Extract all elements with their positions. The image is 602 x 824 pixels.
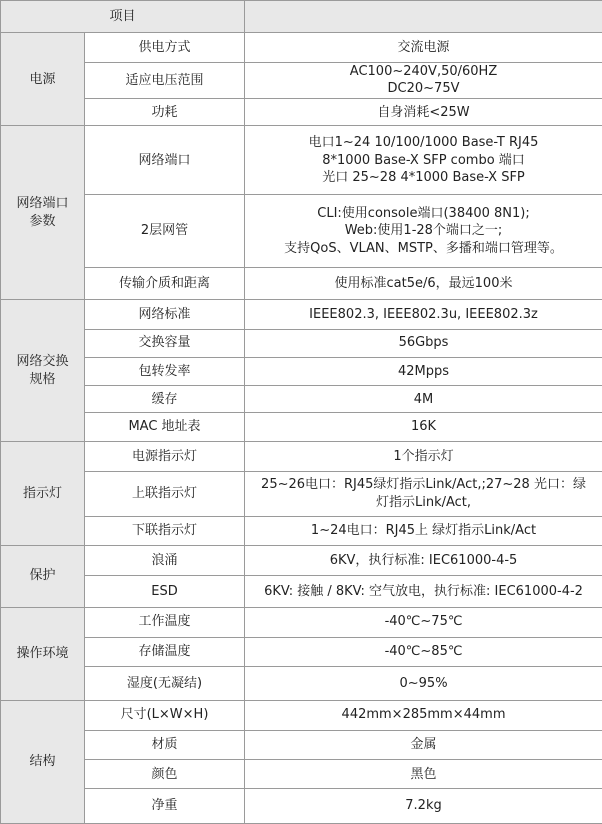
value-line: IEEE802.3, IEEE802.3u, IEEE802.3z	[309, 306, 538, 322]
table-row	[1, 441, 602, 471]
table-row	[1, 730, 602, 759]
category-cell-network-port: 网络端口 参数	[1, 126, 85, 300]
item-cell: 湿度(无凝结)	[85, 667, 245, 700]
value-cell	[245, 516, 602, 545]
spec-table-body	[1, 1, 602, 824]
table-row	[1, 300, 602, 329]
item-cell: 功耗	[85, 99, 245, 126]
value-cell	[245, 760, 602, 789]
header-value-cell	[245, 1, 602, 33]
item-cell: 适应电压范围	[85, 62, 245, 98]
value-line: -40℃~75℃	[384, 614, 463, 630]
value-line: 6KV，执行标准: IEC61000-4-5	[329, 552, 518, 568]
value-line: 1个指示灯	[393, 448, 454, 464]
item-cell: ESD	[85, 576, 245, 607]
value-cell	[245, 441, 602, 471]
table-row	[1, 195, 602, 268]
value-line: 1~24电口：RJ45上 绿灯指示Link/Act	[310, 522, 537, 538]
item-cell: 供电方式	[85, 33, 245, 62]
category-cell-protection: 保护	[1, 545, 85, 607]
value-line: Web:使用1-28个端口之一;	[344, 223, 503, 239]
item-cell: 工作温度	[85, 607, 245, 637]
value-line: AC100~240V,50/60HZ	[349, 63, 498, 79]
value-line: 56Gbps	[398, 335, 449, 351]
value-line: 0~95%	[399, 675, 448, 691]
value-line: 交流电源	[397, 39, 450, 55]
value-cell	[245, 357, 602, 385]
table-row	[1, 472, 602, 516]
value-line: DC20~75V	[387, 81, 460, 97]
value-line: CLI:使用console端口(38400 8N1);	[317, 205, 530, 221]
table-row	[1, 760, 602, 789]
value-cell	[245, 195, 602, 268]
table-row	[1, 667, 602, 700]
value-line: 442mm×285mm×44mm	[341, 707, 506, 723]
table-row	[1, 357, 602, 385]
value-cell	[245, 62, 602, 98]
table-row	[1, 99, 602, 126]
item-cell: 净重	[85, 789, 245, 824]
value-line: 16K	[410, 419, 437, 435]
value-cell	[245, 329, 602, 357]
table-row	[1, 545, 602, 575]
category-cell-environment: 操作环境	[1, 607, 85, 700]
header-row	[1, 1, 602, 33]
value-line: 4M	[413, 391, 434, 407]
value-cell	[245, 33, 602, 62]
table-row	[1, 329, 602, 357]
item-cell: 浪涌	[85, 545, 245, 575]
table-row	[1, 62, 602, 98]
category-cell-structure: 结构	[1, 700, 85, 823]
value-cell	[245, 576, 602, 607]
item-cell: 存储温度	[85, 637, 245, 666]
value-line: 6KV: 接触 / 8KV: 空气放电，执行标准: IEC61000-4-2	[264, 583, 583, 599]
table-row	[1, 700, 602, 730]
category-cell-switching: 网络交换 规格	[1, 300, 85, 441]
table-row	[1, 267, 602, 299]
value-line: 使用标准cat5e/6，最远100米	[334, 275, 513, 291]
category-cell-power: 电源	[1, 33, 85, 126]
value-line: -40℃~85℃	[384, 644, 463, 660]
value-line: 金属	[410, 737, 437, 753]
value-cell	[245, 386, 602, 413]
table-row	[1, 516, 602, 545]
item-cell: 传输介质和距离	[85, 267, 245, 299]
item-cell: 下联指示灯	[85, 516, 245, 545]
table-row	[1, 789, 602, 824]
value-cell	[245, 126, 602, 195]
value-cell	[245, 607, 602, 637]
item-cell: 材质	[85, 730, 245, 759]
item-cell: 尺寸(L×W×H)	[85, 700, 245, 730]
item-cell: 2层网管	[85, 195, 245, 268]
item-cell: 上联指示灯	[85, 472, 245, 516]
value-line: 25~26电口：RJ45绿灯指示Link/Act,;27~28 光口：绿	[261, 477, 586, 493]
value-line: 42Mpps	[397, 363, 450, 379]
value-line: 电口1~24 10/100/1000 Base-T RJ45	[308, 134, 539, 150]
value-cell	[245, 789, 602, 824]
table-row	[1, 33, 602, 62]
value-line: 黑色	[410, 766, 437, 782]
value-cell	[245, 99, 602, 126]
category-cell-indicator: 指示灯	[1, 441, 85, 545]
value-line: 自身消耗<25W	[377, 104, 470, 120]
item-cell: 颜色	[85, 760, 245, 789]
item-cell: 交换容量	[85, 329, 245, 357]
item-cell: 包转发率	[85, 357, 245, 385]
value-cell	[245, 267, 602, 299]
header-item-cell: 项目	[1, 1, 245, 33]
value-cell	[245, 637, 602, 666]
item-cell: MAC 地址表	[85, 413, 245, 441]
value-line: 支持QoS、VLAN、MSTP、多播和端口管理等。	[284, 240, 563, 256]
item-cell: 网络标准	[85, 300, 245, 329]
value-cell	[245, 700, 602, 730]
value-cell	[245, 413, 602, 441]
item-cell: 电源指示灯	[85, 441, 245, 471]
value-line: 灯指示Link/Act,	[375, 494, 472, 510]
table-row	[1, 386, 602, 413]
item-cell: 缓存	[85, 386, 245, 413]
value-line: 光口 25~28 4*1000 Base-X SFP	[322, 170, 525, 186]
table-row	[1, 413, 602, 441]
value-line: 7.2kg	[405, 798, 442, 814]
value-cell	[245, 667, 602, 700]
table-row	[1, 126, 602, 195]
value-cell	[245, 730, 602, 759]
value-cell	[245, 545, 602, 575]
value-line: 8*1000 Base-X SFP combo 端口	[322, 152, 525, 168]
value-cell	[245, 472, 602, 516]
table-row	[1, 576, 602, 607]
table-row	[1, 607, 602, 637]
value-cell	[245, 300, 602, 329]
item-cell: 网络端口	[85, 126, 245, 195]
table-row	[1, 637, 602, 666]
